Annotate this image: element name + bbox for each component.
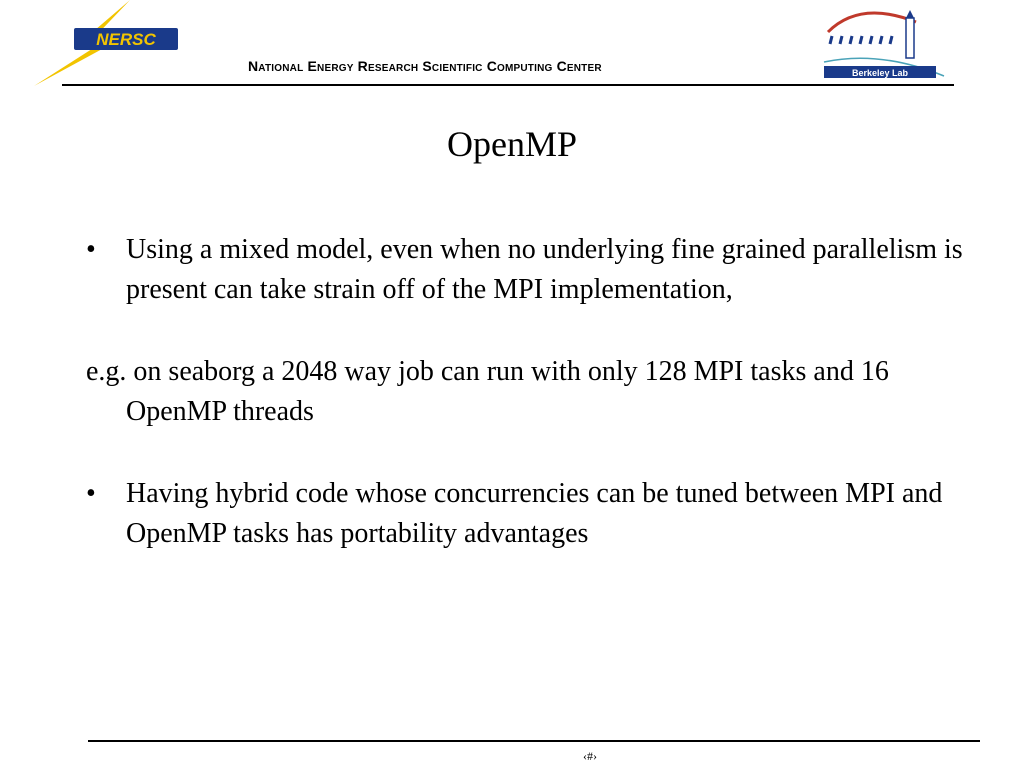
bullet-item: [86, 474, 986, 554]
footer-divider: [88, 740, 980, 742]
slide-title: OpenMP: [446, 124, 577, 164]
bullet-marker: •: [86, 478, 96, 509]
header-title: National Energy Research Scientific Computing Center: [248, 58, 602, 74]
slide-body: [86, 230, 986, 554]
nersc-logo-text: NERSC: [96, 30, 156, 49]
example-paragraph: e.g. on seaborg a 2048 way job can run with only 128 MPI tasks and 16 OpenMP threads: [86, 356, 889, 427]
bullet-text: Having hybrid code whose concurrencies can be tuned between MPI and OpenMP tasks has portability advantages: [126, 478, 943, 549]
berkeley-lab-logo-text: Berkeley Lab: [851, 68, 909, 78]
nersc-logo: [30, 0, 190, 92]
berkeley-lab-logo: [820, 4, 948, 82]
bullet-item: [86, 230, 986, 310]
header-divider: [62, 84, 954, 86]
bullet-text: Using a mixed model, even when no underlying fine grained parallelism is present can take strain off of the MPI implementation,: [126, 234, 963, 305]
slide-number: ‹#›: [583, 749, 597, 763]
bullet-marker: •: [86, 234, 96, 265]
